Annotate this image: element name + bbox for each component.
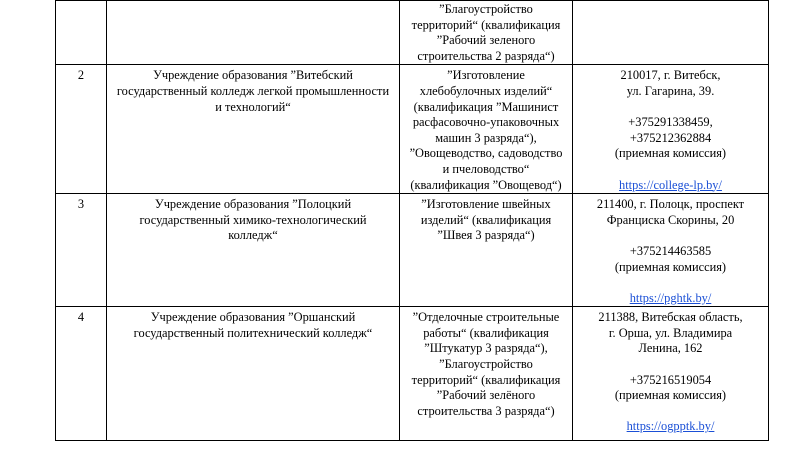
website-link[interactable]: https://pghtk.by/: [629, 290, 712, 305]
table-row: [56, 194, 769, 307]
institution-name-line: Учреждение образования ”Полоцкий: [154, 197, 352, 212]
contacts-cell: [573, 65, 769, 194]
institution-cell: [107, 307, 400, 441]
admission-office-note: (приемная комиссия): [614, 146, 727, 161]
spacer: [577, 275, 764, 291]
row-number: 2: [77, 68, 85, 83]
table-row: [56, 1, 769, 65]
specialty-line: работы“ (квалификация: [423, 325, 549, 340]
specialty-line: территорий“ (квалификация: [411, 17, 561, 32]
phone-number: +375212362884: [629, 130, 712, 145]
institution-name-line: государственный химико-технологический: [139, 212, 367, 227]
specialty-line: строительства 3 разряда“): [417, 403, 555, 418]
specialty-line: территорий“ (квалификация: [411, 372, 561, 387]
spacer: [577, 228, 764, 244]
admission-office-note: (приемная комиссия): [614, 259, 727, 274]
specialty-line: машин 3 разряда“),: [435, 130, 537, 145]
website-line: [577, 291, 764, 307]
specialty-line: изделий“ (квалификация: [420, 212, 552, 227]
institution-cell: [107, 65, 400, 194]
website-line: [577, 419, 764, 435]
specialty-line: ”Швея 3 разряда“): [437, 228, 535, 243]
specialty-line: расфасовочно-упаковочных: [412, 115, 560, 130]
admission-office-note: (приемная комиссия): [614, 388, 727, 403]
colleges-table: [55, 0, 769, 441]
specialty-line: ”Отделочные строительные: [412, 310, 560, 325]
phone-number: +375214463585: [629, 243, 712, 258]
address-line: 210017, г. Витебск,: [620, 68, 721, 83]
address-line: Франциска Скорины, 20: [606, 212, 735, 227]
row-number: 4: [77, 310, 85, 325]
address-line: Ленина, 162: [638, 341, 703, 356]
row-number-cell: [56, 65, 107, 194]
specialty-line: ”Штукатур 3 разряда“),: [424, 341, 548, 356]
phone-number: +375216519054: [629, 372, 712, 387]
institution-name-line: государственный колледж легкой промышленности: [116, 83, 390, 98]
specialty-line: ”Изготовление: [447, 68, 525, 83]
specialty-line: и пчеловодство“: [442, 161, 530, 176]
contacts-cell: [573, 307, 769, 441]
contacts-cell: [573, 194, 769, 307]
spacer: [577, 404, 764, 420]
specialty-line: ”Овощеводство, садоводство: [409, 146, 563, 161]
spacer: [577, 100, 764, 116]
institution-name-line: Учреждение образования ”Витебский: [153, 68, 353, 83]
institution-name-line: государственный политехнический колледж“: [133, 325, 373, 340]
specialty-line: строительства 2 разряда“): [417, 48, 555, 63]
specialties-cell: [400, 194, 573, 307]
specialty-line: (квалификация ”Овощевод“): [410, 177, 562, 192]
specialties-cell: [400, 65, 573, 194]
spacer: [577, 162, 764, 178]
row-number-cell: [56, 307, 107, 441]
table-row: [56, 65, 769, 194]
address-line: г. Орша, ул. Владимира: [608, 325, 733, 340]
institution-cell: [107, 1, 400, 65]
address-line: ул. Гагарина, 39.: [626, 83, 715, 98]
institution-name-line: Учреждение образования ”Оршанский: [150, 310, 356, 325]
institution-cell: [107, 194, 400, 307]
table-row: [56, 307, 769, 441]
specialties-cell: [400, 307, 573, 441]
website-link[interactable]: https://ogpptk.by/: [626, 419, 715, 434]
specialty-line: ”Благоустройство: [439, 2, 533, 16]
address-line: 211400, г. Полоцк, проспект: [596, 197, 745, 212]
spacer: [577, 357, 764, 373]
row-number-cell: [56, 194, 107, 307]
specialty-line: ”Изготовление швейных: [421, 197, 551, 212]
institution-name-line: колледж“: [228, 228, 278, 243]
specialty-line: хлебобулочных изделий“: [419, 83, 553, 98]
specialty-line: ”Благоустройство: [439, 357, 533, 372]
phone-number: +375291338459,: [628, 115, 713, 130]
specialty-line: (квалификация ”Машинист: [413, 99, 559, 114]
specialty-line: ”Рабочий зелёного: [436, 388, 536, 403]
website-line: [577, 178, 764, 194]
specialties-cell: [400, 1, 573, 65]
contacts-cell: [573, 1, 769, 65]
website-link[interactable]: https://college-lp.by/: [619, 177, 722, 192]
specialty-line: ”Рабочий зеленого: [436, 33, 536, 48]
row-number-cell: [56, 1, 107, 65]
address-line: 211388, Витебская область,: [598, 310, 743, 325]
row-number: 3: [77, 197, 85, 212]
institution-name-line: и технологий“: [215, 99, 291, 114]
